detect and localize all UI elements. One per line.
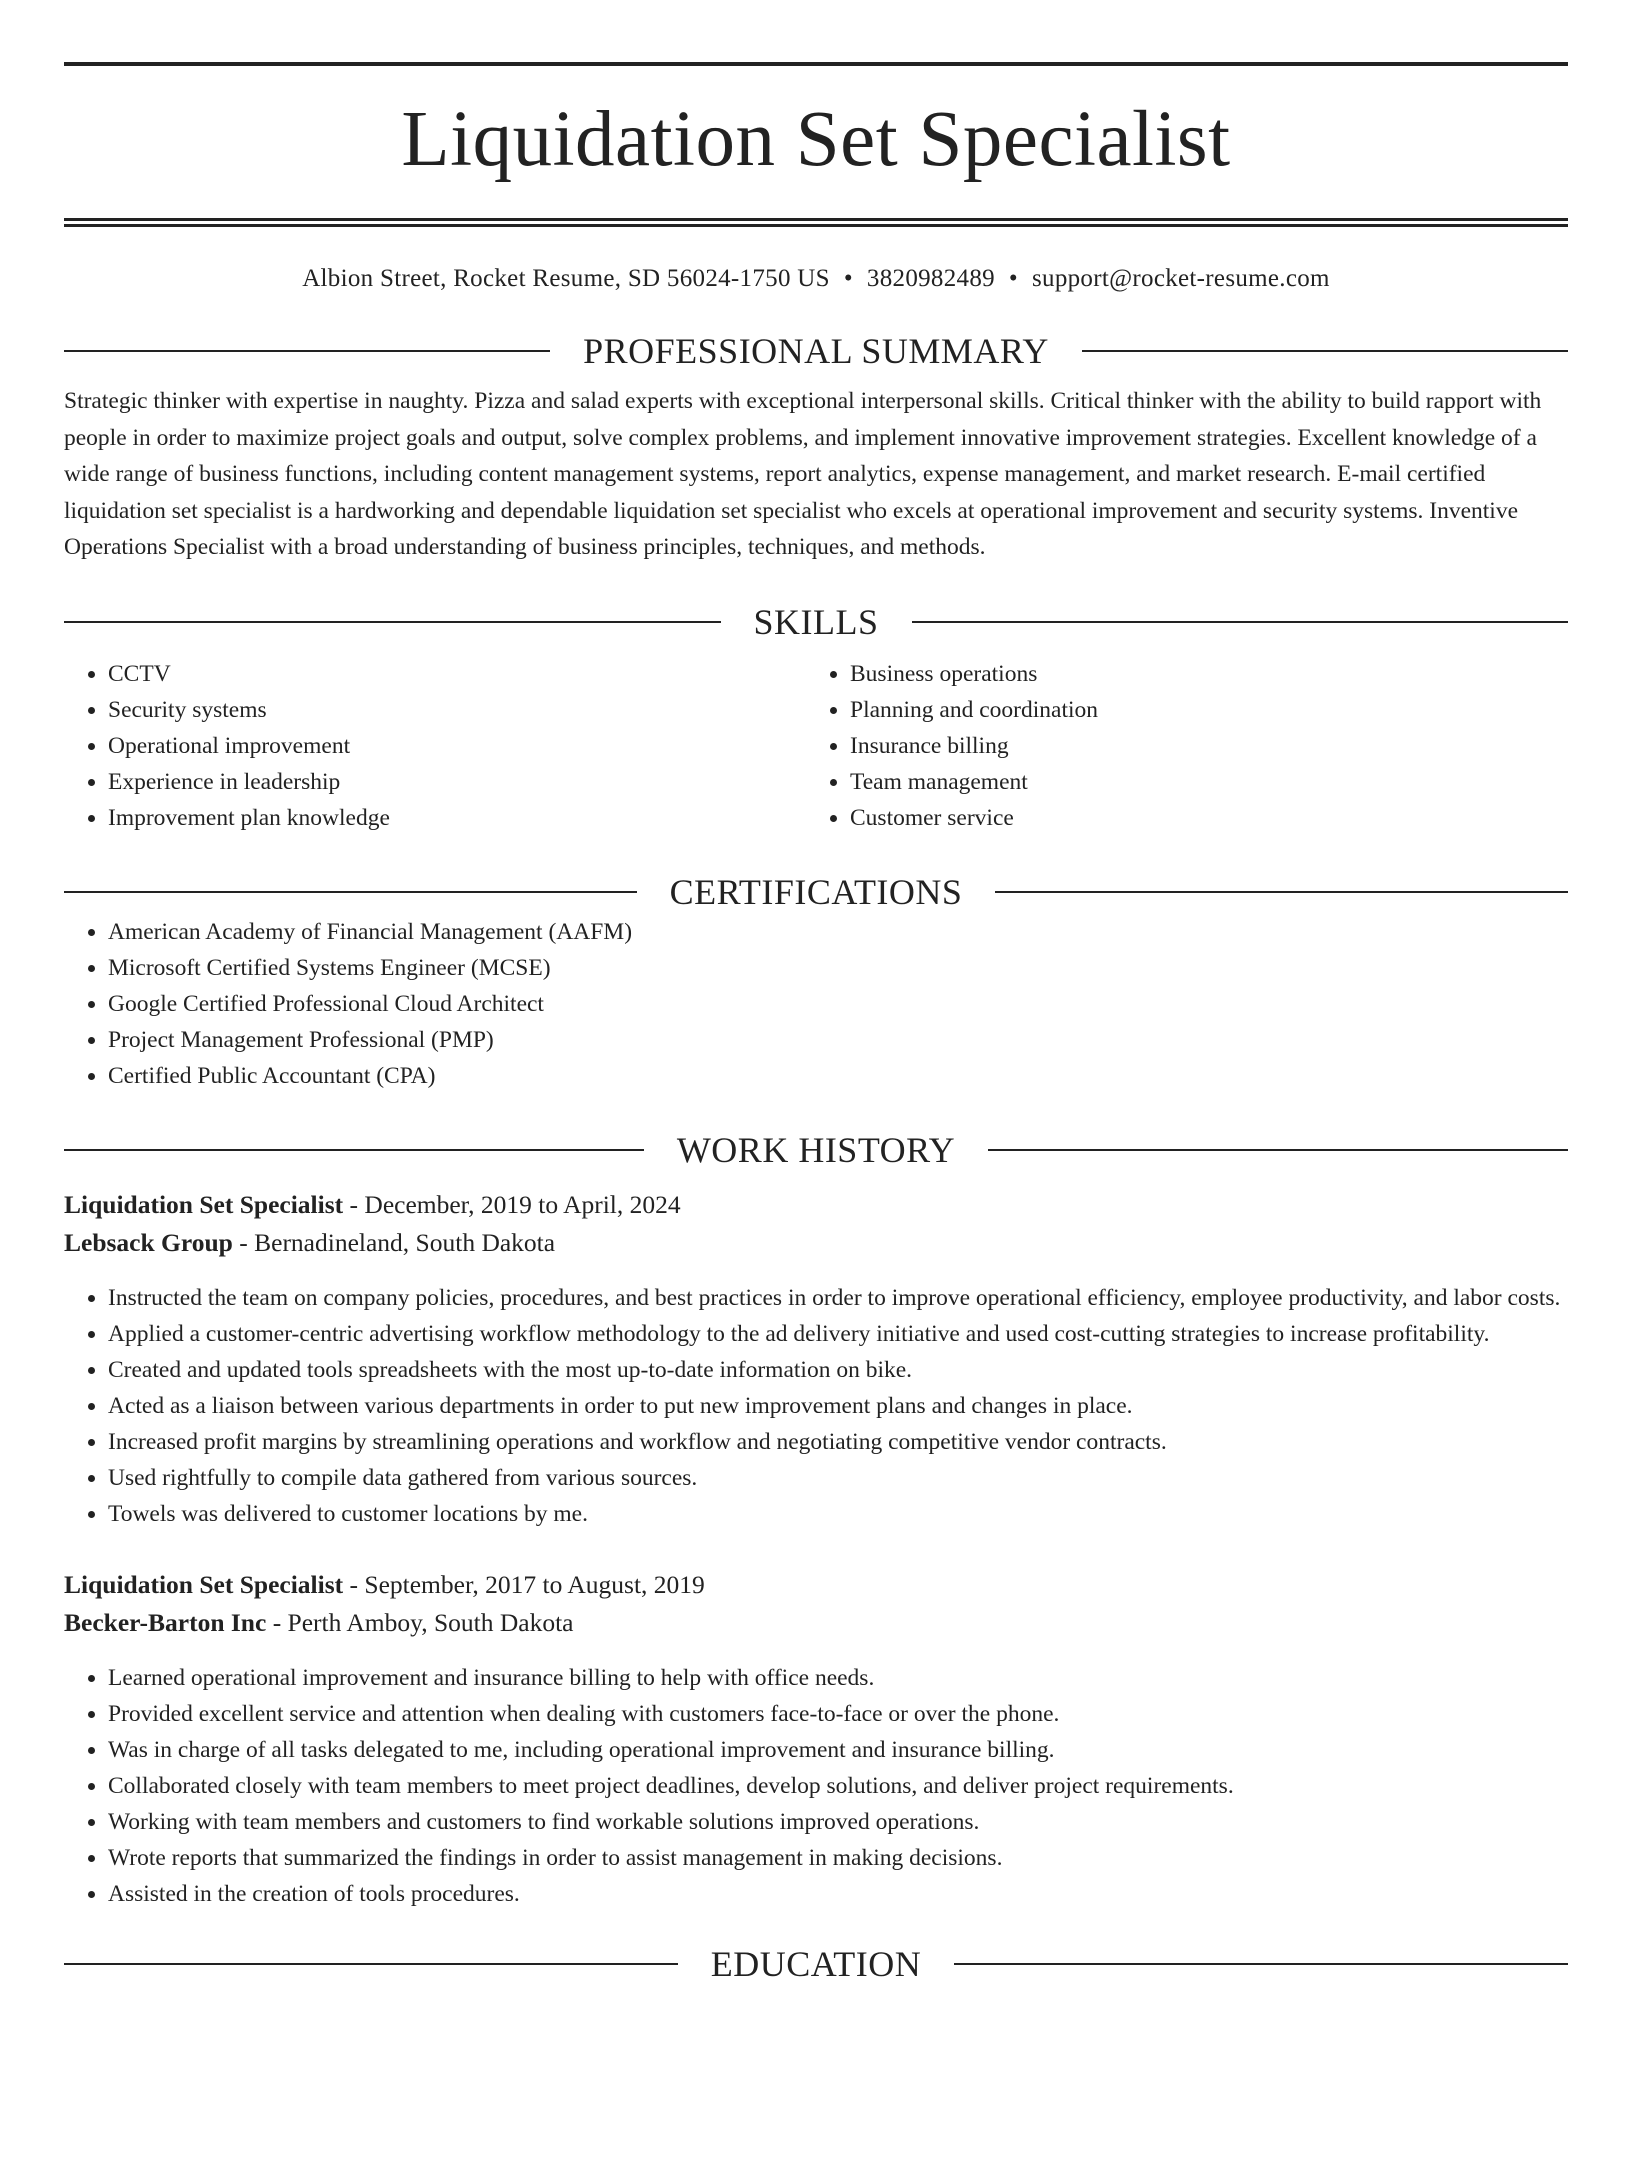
contact-email: support@rocket-resume.com — [1031, 265, 1330, 292]
heading-rule — [954, 1963, 1568, 1965]
top-rule — [64, 62, 1568, 66]
section-title: EDUCATION — [710, 1943, 922, 1984]
job-bullet: • Was in charge of all tasks delegated to me, including operational improvement and insurance billing. — [108, 1732, 1568, 1768]
job-bullets — [64, 1660, 1568, 1912]
certification-item: • American Academy of Financial Management (AAFM) — [108, 914, 1568, 950]
heading-rule — [1082, 350, 1568, 352]
job-title: Liquidation Set Specialist — [64, 1569, 344, 1599]
skill-item: • Security systems — [108, 692, 806, 728]
skill-item: • Improvement plan knowledge — [108, 800, 806, 836]
job-bullet: • Applied a customer-centric advertising workflow methodology to the ad delivery initiative and used cost-cutting strategies to increase profitability. — [108, 1316, 1568, 1352]
skills-grid — [64, 656, 1568, 836]
skill-item: • Planning and coordination — [850, 692, 1548, 728]
heading-rule — [64, 1149, 644, 1151]
skill-item: • CCTV — [108, 656, 806, 692]
contact-line — [64, 263, 1568, 295]
contact-separator: • — [843, 265, 853, 292]
job-dates: - September, 2017 to August, 2019 — [343, 1569, 705, 1599]
job-bullet: • Wrote reports that summarized the findings in order to assist management in making decisions. — [108, 1840, 1568, 1876]
contact-phone: 3820982489 — [866, 265, 995, 292]
heading-rule — [64, 891, 637, 893]
job-location: - Perth Amboy, South Dakota — [266, 1607, 574, 1637]
job-bullet: • Increased profit margins by streamlining operations and workflow and negotiating competitive vendor contracts. — [108, 1424, 1568, 1460]
section-heading-education — [64, 1942, 1568, 1986]
job-bullet: • Collaborated closely with team members to meet project deadlines, develop solutions, and deliver project requirements. — [108, 1768, 1568, 1804]
contact-separator: • — [1008, 265, 1018, 292]
section-title: WORK HISTORY — [676, 1129, 956, 1170]
certification-item: • Project Management Professional (PMP) — [108, 1022, 1568, 1058]
heading-rule — [64, 350, 550, 352]
job-bullet: • Assisted in the creation of tools procedures. — [108, 1876, 1568, 1912]
job-title-line — [64, 1566, 1568, 1604]
skill-item: • Business operations — [850, 656, 1548, 692]
skill-item: • Team management — [850, 764, 1548, 800]
section-title: CERTIFICATIONS — [669, 871, 963, 912]
skill-item: • Operational improvement — [108, 728, 806, 764]
job-entry — [64, 1566, 1568, 1912]
job-bullet: • Working with team members and customers to find workable solutions improved operations. — [108, 1804, 1568, 1840]
heading-rule — [64, 1963, 678, 1965]
job-bullet: • Towels was delivered to customer locations by me. — [108, 1496, 1568, 1532]
heading-rule — [995, 891, 1568, 893]
certifications-list — [64, 914, 1568, 1094]
certification-item: • Microsoft Certified Systems Engineer (MCSE) — [108, 950, 1568, 986]
skills-list-right — [806, 656, 1548, 836]
section-heading-skills — [64, 600, 1568, 644]
skills-column-right — [806, 656, 1548, 836]
job-bullet: • Learned operational improvement and insurance billing to help with office needs. — [108, 1660, 1568, 1696]
section-title: PROFESSIONAL SUMMARY — [583, 331, 1049, 371]
heading-rule — [912, 621, 1569, 623]
job-bullet: • Created and updated tools spreadsheets with the most up-to-date information on bike. — [108, 1352, 1568, 1388]
job-entry — [64, 1186, 1568, 1532]
job-bullet: • Provided excellent service and attention when dealing with customers face-to-face or over the phone. — [108, 1696, 1568, 1732]
section-heading-work-history — [64, 1128, 1568, 1172]
job-bullet: • Instructed the team on company policies, procedures, and best practices in order to improve operational efficiency, employee productivity, and labor costs. — [108, 1280, 1568, 1316]
skills-list-left — [64, 656, 806, 836]
job-dates: - December, 2019 to April, 2024 — [343, 1189, 681, 1219]
job-bullet: • Acted as a liaison between various departments in order to put new improvement plans and changes in place. — [108, 1388, 1568, 1424]
job-title-line — [64, 1186, 1568, 1224]
job-location: - Bernadineland, South Dakota — [232, 1227, 556, 1257]
contact-address: Albion Street, Rocket Resume, SD 56024-1750 US — [302, 265, 830, 292]
job-company-line — [64, 1224, 1568, 1262]
section-heading-summary — [64, 329, 1568, 373]
skill-item: • Insurance billing — [850, 728, 1548, 764]
job-bullet: • Used rightfully to compile data gathered from various sources. — [108, 1460, 1568, 1496]
skills-column-left — [64, 656, 806, 836]
resume-title: Liquidation Set Specialist — [401, 96, 1231, 183]
job-company-line — [64, 1604, 1568, 1642]
certification-item: • Certified Public Accountant (CPA) — [108, 1058, 1568, 1094]
job-company: Becker-Barton Inc — [64, 1607, 267, 1637]
heading-rule — [64, 621, 721, 623]
section-title: SKILLS — [753, 601, 879, 642]
summary-text: Strategic thinker with expertise in naughty. Pizza and salad experts with exceptional interpersonal skills. Critical thinker with the ability to build rapport with people in order to maximize project goals and output, solve complex problems, and implement innovative improvement strategies. Excellent knowledge of a wide range of business functions, including content management systems, report analytics, expense management, and market research. E-mail certified liquidation set specialist is a hardworking and dependable liquidation set specialist who excels at operational improvement and security systems. Inventive Operations Specialist with a broad understanding of business principles, techniques, and methods. — [64, 388, 1542, 560]
skill-item: • Customer service — [850, 800, 1548, 836]
job-company: Lebsack Group — [64, 1227, 233, 1257]
resume-page — [0, 62, 1632, 2174]
title-double-rule — [64, 218, 1568, 227]
section-heading-certifications — [64, 870, 1568, 914]
certification-item: • Google Certified Professional Cloud Architect — [108, 986, 1568, 1022]
job-bullets — [64, 1280, 1568, 1532]
heading-rule — [988, 1149, 1568, 1151]
job-title: Liquidation Set Specialist — [64, 1189, 344, 1219]
skill-item: • Experience in leadership — [108, 764, 806, 800]
